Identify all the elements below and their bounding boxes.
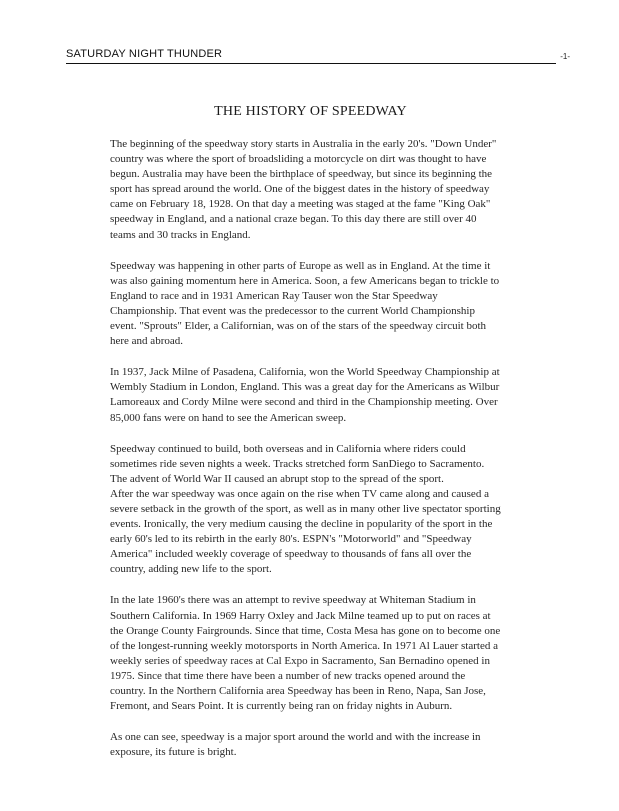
page-number: -1- <box>560 52 570 61</box>
paragraph-line: weekly series of speedway races at Cal Expo in Sacramento, San Bernadino opened in <box>110 654 490 667</box>
paragraph-line: the Orange County Fairgrounds. Since that time, Costa Mesa has gone on to become one <box>110 624 501 637</box>
paragraph-line: country was where the sport of broadsliding a motorcycle on dirt was thought to have <box>110 153 487 166</box>
paragraph <box>110 593 560 714</box>
paragraph-line: early 60's led to its rebirth in the early 80's. ESPN's "Motorworld" and "Speedway <box>110 533 472 546</box>
paragraph-line: country. In the Northern California area Speedway has been in Reno, Napa, San Jose, <box>110 685 486 697</box>
paragraph-line: Speedway continued to build, both overseas and in California where riders could <box>110 442 466 455</box>
paragraph-line: severe setback in the growth of the sport, as well as in many other live spectator sporting <box>110 502 501 515</box>
paragraph-line: teams and 30 tracks in England. <box>110 228 251 241</box>
paragraph <box>110 259 560 350</box>
paragraph <box>110 137 560 243</box>
paragraph-line: sometimes ride seven nights a week. Tracks stretched form SanDiego to Sacramento. <box>110 457 485 470</box>
paragraph <box>110 730 560 760</box>
paragraph-line: events. Ironically, the very medium causing the decline in popularity of the sport in the <box>110 518 493 531</box>
paragraph-line: America" included weekly coverage of speedway to thousands of fans all over the <box>110 548 472 561</box>
paragraph-line: Lamoreaux and Cordy Milne were second and third in the Championship meeting. Over <box>110 396 498 409</box>
paragraph-line: Wembly Stadium in London, England. This was a great day for the Americans as Wilbur <box>110 381 500 394</box>
paragraph-line: After the war speedway was once again on the rise when TV came along and caused a <box>110 487 489 500</box>
paragraph-line: As one can see, speedway is a major sport around the world and with the increase in <box>110 731 481 744</box>
paragraph-line: In 1937, Jack Milne of Pasadena, California, won the World Speedway Championship at <box>110 366 500 379</box>
paragraph-line: In the late 1960's there was an attempt to revive speedway at Whiteman Stadium in <box>110 594 476 607</box>
paragraph-line: Southern California. In 1969 Harry Oxley and Jack Milne teamed up to put on races at <box>110 609 491 622</box>
document-body <box>110 137 560 776</box>
paragraph-line: 85,000 fans were on hand to see the American sweep. <box>110 411 347 424</box>
page-header <box>66 46 570 66</box>
paragraph-line: was also gaining momentum here in America. Soon, a few Americans began to trickle to <box>110 274 500 287</box>
paragraph-line: Fremont, and Sears Point. It is currently being ran on friday nights in Auburn. <box>110 700 453 713</box>
paragraph <box>110 442 560 578</box>
paragraph-line: Speedway was happening in other parts of Europe as well as in England. At the time it <box>110 259 491 272</box>
paragraph-line: of the longest-running weekly motorsports in North America. In 1971 Al Lauer started a <box>110 639 498 652</box>
paragraph-line: speedway in England, and a national craze began. To this day there are still over 40 <box>110 213 477 226</box>
paragraph-line: here and abroad. <box>110 335 183 348</box>
document-title: THE HISTORY OF SPEEDWAY <box>214 104 407 119</box>
paragraph-line: The advent of World War II caused an abrupt stop to the spread of the sport. <box>110 472 444 485</box>
paragraph-line: 1975. Since that time there have been a number of new tracks opened around the <box>110 669 466 682</box>
paragraph-line: The beginning of the speedway story starts in Australia in the early 20's. "Down Under" <box>110 138 497 150</box>
paragraph-line: came on February 18, 1928. On that day a meeting was staged at the fame "King Oak" <box>110 198 491 211</box>
paragraph-line: event. "Sprouts" Elder, a Californian, was on of the stars of the speedway circuit both <box>110 320 487 333</box>
paragraph-line: sport has spread around the world. One of the biggest dates in the history of speedway <box>110 183 490 196</box>
paragraph <box>110 365 560 425</box>
paragraph-line: country, adding new life to the sport. <box>110 563 272 576</box>
paragraph-line: Championship. That event was the predecessor to the current World Championship <box>110 304 475 317</box>
header-title: SATURDAY NIGHT THUNDER <box>66 48 223 60</box>
paragraph-line: exposure, its future is bright. <box>110 746 237 759</box>
paragraph-line: begun. Australia may have been the birthplace of speedway, but since its beginning the <box>110 168 493 181</box>
header-rule <box>66 63 556 64</box>
paragraph-line: England to race and in 1931 American Ray Tauser won the Star Speedway <box>110 289 438 302</box>
